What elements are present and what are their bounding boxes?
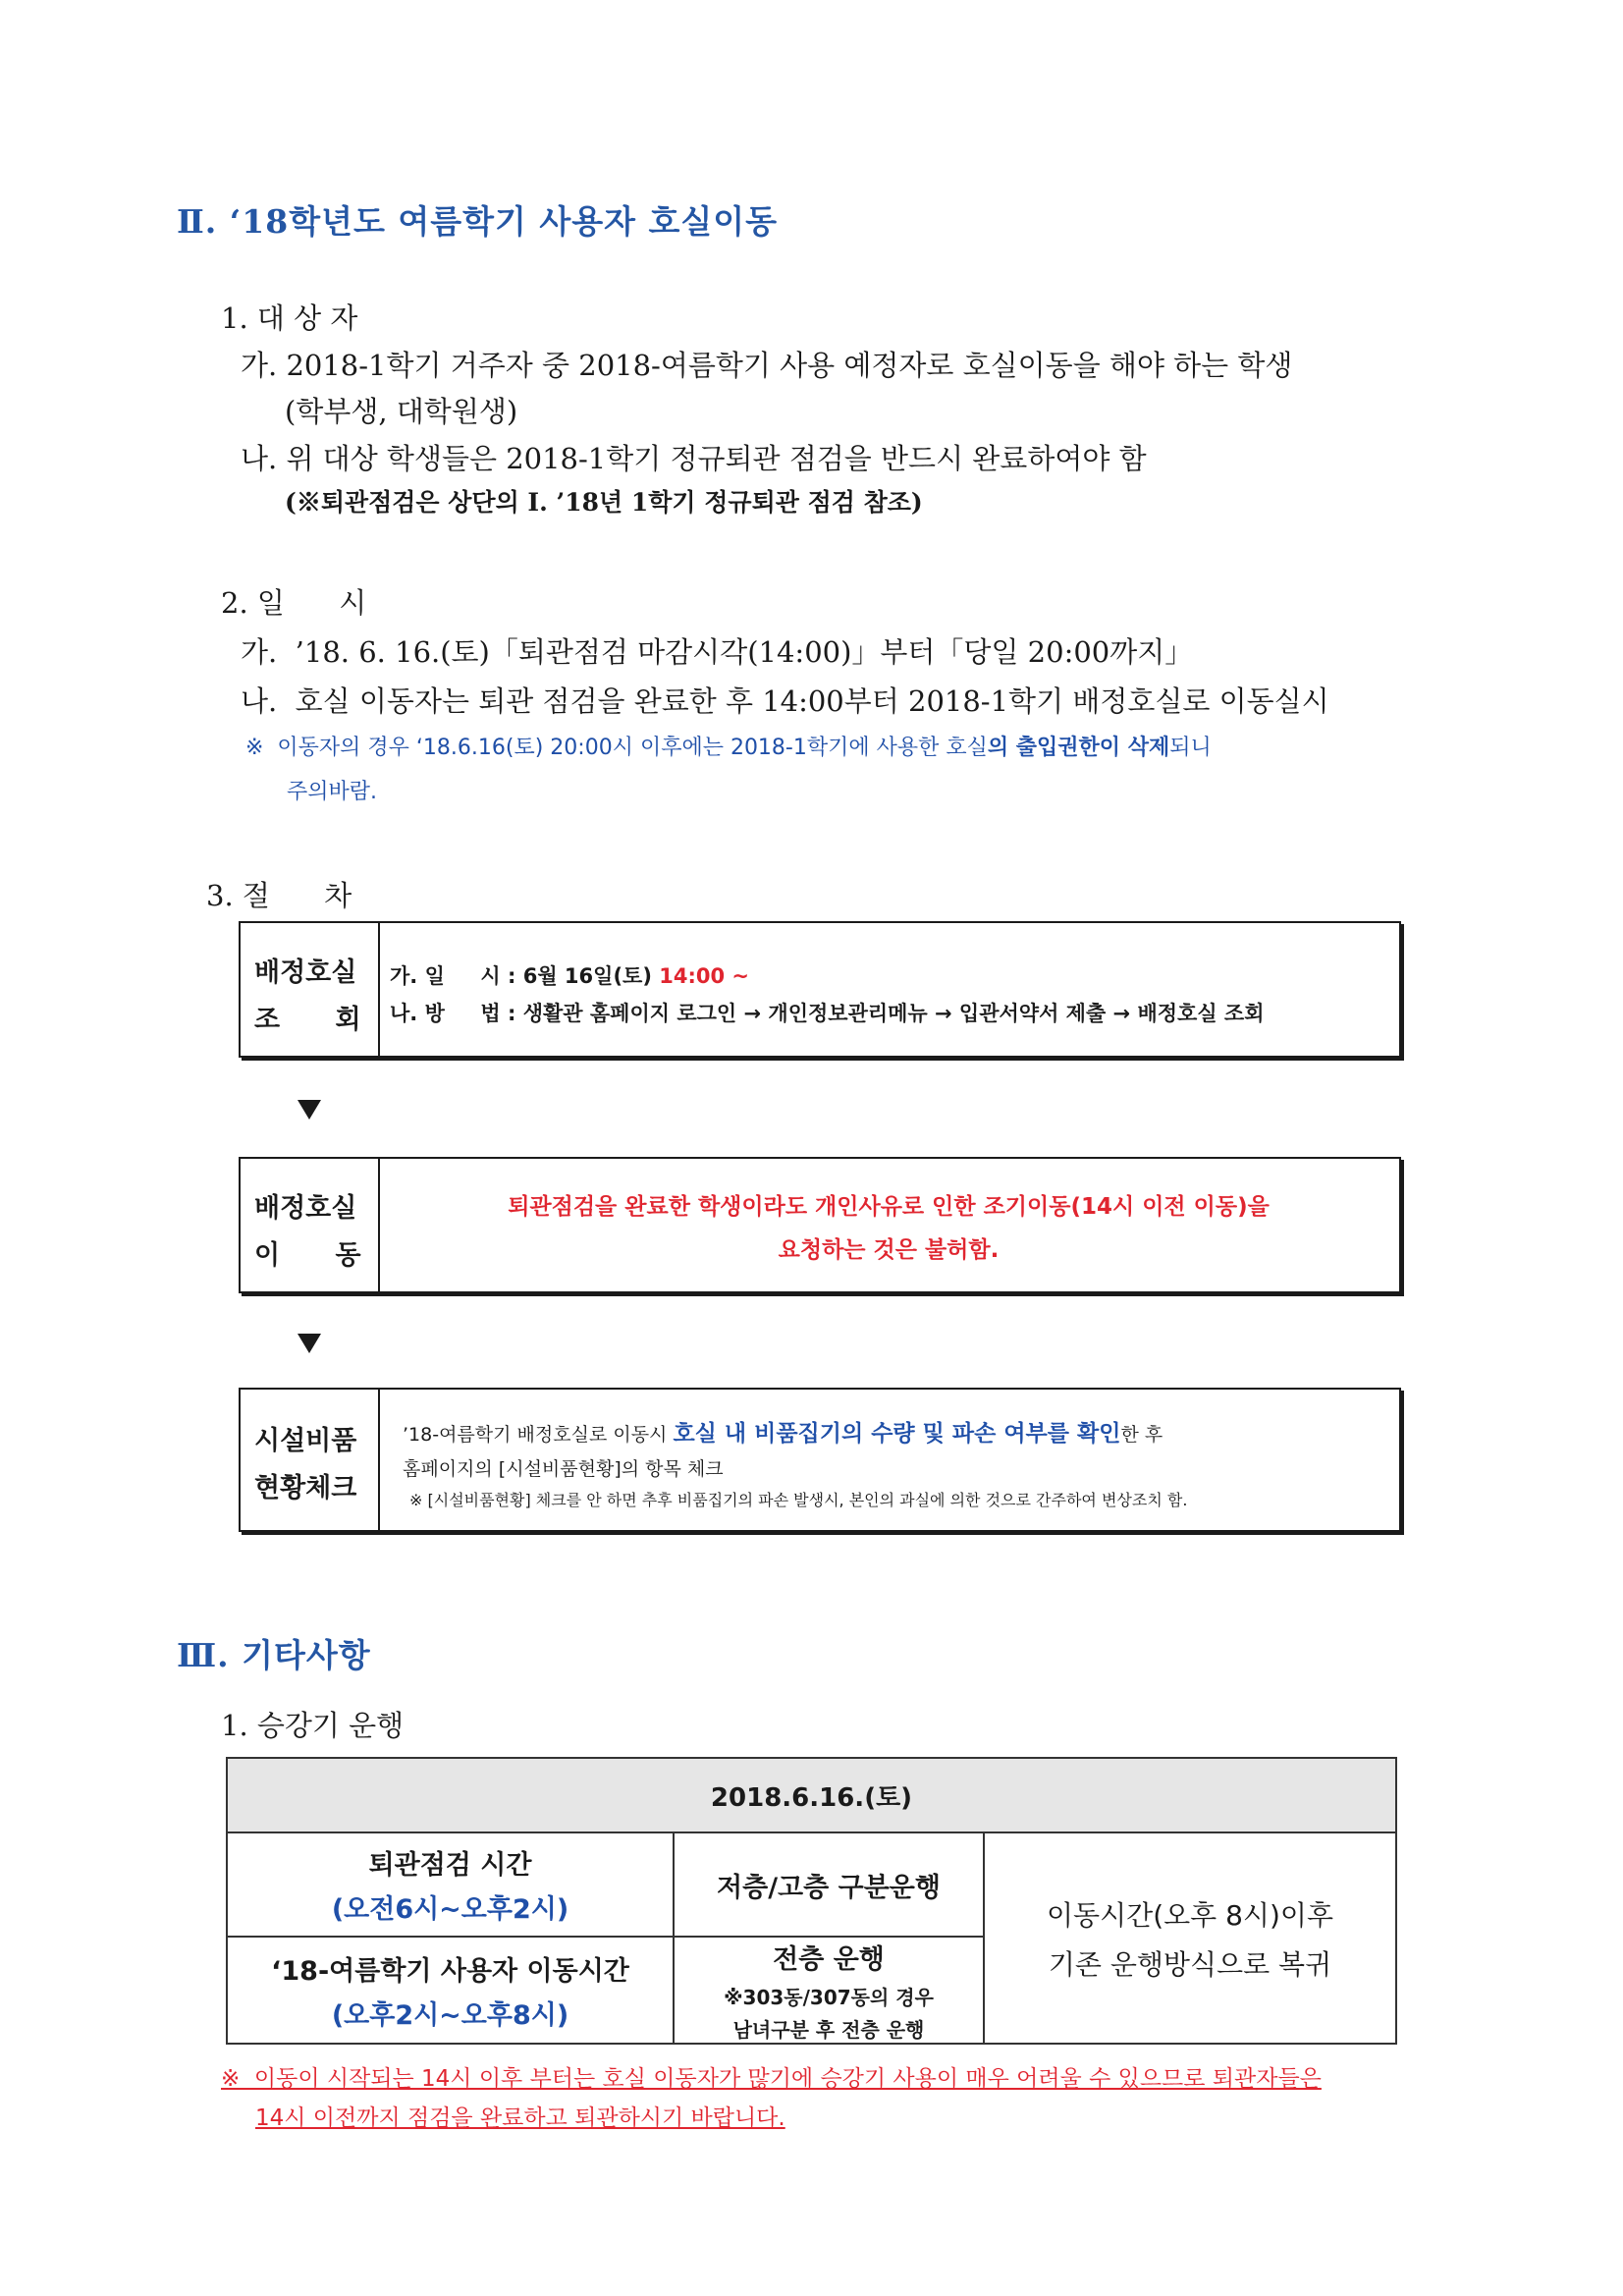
step1-label (241, 923, 380, 1056)
step3-line1-suffix: 한 후 (1120, 1424, 1163, 1446)
target-heading: 1. 대 상 자 (221, 301, 358, 335)
section3-title: Ⅲ. 기타사항 (177, 1636, 371, 1674)
elevator-after-cell (984, 1832, 1396, 2044)
step3-label-line1: 시설비품 (254, 1426, 357, 1456)
elevator-after-line2: 기존 운행방식으로 복귀 (1048, 1947, 1332, 1981)
elevator-row2-mode-cell (674, 1937, 984, 2044)
target-item-na: 나. 위 대상 학생들은 2018-1학기 정규퇴관 점검을 반드시 완료하여야 함 (241, 442, 1147, 475)
step1-label-line2: 조 회 (254, 1005, 361, 1035)
step3-line1-prefix: ’18-여름학기 배정호실로 이동시 (403, 1424, 674, 1446)
elevator-date-header: 2018.6.16.(토) (227, 1758, 1396, 1832)
procedure-step2-box (239, 1157, 1401, 1293)
procedure-step1-box (239, 921, 1401, 1058)
schedule-note (245, 731, 1212, 761)
elevator-after-line1: 이동시간(오후 8시)이후 (1047, 1898, 1333, 1932)
procedure-heading: 3. 절 차 (206, 879, 352, 912)
schedule-item-na: 나. 호실 이동자는 퇴관 점검을 완료한 후 14:00부터 2018-1학기 배정호실로 이동실시 (241, 684, 1329, 718)
target-item-ga-line1: 가. 2018-1학기 거주자 중 2018-여름학기 사용 예정자로 호실이동을 해야 하는 학생 (241, 349, 1293, 382)
elevator-footnote-line2: 14시 이전까지 점검을 완료하고 퇴관하시기 바랍니다. (255, 2105, 785, 2131)
elevator-row2-mode: 전층 운행 (773, 1944, 885, 1975)
schedule-heading: 2. 일 시 (221, 586, 367, 620)
step1-method: 나. 방 법 : 생활관 홈페이지 로그인 → 개인정보관리메뉴 → 입관서약서 제출 → 배정호실 조회 (390, 1002, 1265, 1025)
step2-label-line2: 이 동 (254, 1240, 361, 1271)
step3-label (241, 1390, 380, 1530)
step2-label-line1: 배정호실 (254, 1193, 357, 1224)
step2-label (241, 1159, 380, 1291)
elevator-heading: 1. 승강기 운행 (221, 1709, 405, 1742)
elevator-row2-mode-note1: ※303동/307동의 경우 (724, 1986, 934, 2009)
elevator-table (226, 1757, 1397, 2045)
step3-line1-bold: 호실 내 비품집기의 수량 및 파손 여부를 확인 (673, 1421, 1121, 1447)
elevator-row1-label: 퇴관점검 시간 (368, 1850, 532, 1881)
step1-date-time: 14:00 ~ (659, 964, 749, 988)
step1-date (390, 960, 749, 990)
down-arrow-icon (298, 1334, 321, 1353)
procedure-step3-box (239, 1388, 1401, 1532)
schedule-note-prefix: ※ 이동자의 경우 ‘18.6.16(토) 20:00시 이후에는 2018-1학기에 사용한 호실 (245, 736, 988, 760)
elevator-row1-mode-text: 저층/고층 구분운행 (717, 1872, 941, 1903)
target-item-na-note: (※퇴관점검은 상단의 Ⅰ. ’18년 1학기 정규퇴관 점검 참조) (285, 488, 923, 517)
step1-date-prefix: 가. 일 시 : 6월 16일(토) (390, 964, 660, 988)
schedule-note-bold: 의 출입권한이 삭제 (987, 736, 1170, 760)
elevator-row2-label: ‘18-여름학기 사용자 이동시간 (271, 1955, 629, 1987)
schedule-item-ga: 가. ’18. 6. 16.(토)「퇴관점검 마감시각(14:00)」부터「당일 20:00까지」 (241, 635, 1194, 669)
step2-text-line1: 퇴관점검을 완료한 학생이라도 개인사유로 인한 조기이동(14시 이전 이동)을 (508, 1194, 1270, 1220)
elevator-row1-mode (674, 1832, 984, 1937)
target-item-ga-line2: (학부생, 대학원생) (285, 395, 518, 428)
elevator-row2-mode-note2: 남녀구분 후 전층 운행 (732, 2018, 925, 2042)
step3-line2: 홈페이지의 [시설비품현황]의 항목 체크 (403, 1458, 724, 1480)
step1-label-line1: 배정호실 (254, 957, 357, 988)
step2-text-line2: 요청하는 것은 불허함. (778, 1237, 1000, 1263)
step3-line3: ※ [시설비품현황] 체크를 안 하면 추후 비품집기의 파손 발생시, 본인의 과실에 의한 것으로 간주하여 변상조치 함. (409, 1491, 1188, 1509)
elevator-row1-label-cell (227, 1832, 674, 1937)
down-arrow-icon (298, 1100, 321, 1120)
schedule-note-line2: 주의바람. (287, 780, 378, 804)
elevator-row2-time: (오후2시~오후8시) (331, 1999, 569, 2031)
elevator-row1-time: (오전6시~오후2시) (331, 1894, 569, 1925)
step3-label-line2: 현황체크 (254, 1473, 357, 1503)
elevator-footnote-line1: ※ 이동이 시작되는 14시 이후 부터는 호실 이동자가 많기에 승강기 사용이 매우 어려울 수 있으므로 퇴관자들은 (221, 2066, 1322, 2092)
step3-line1 (403, 1415, 1163, 1448)
section2-title: Ⅱ. ‘18학년도 여름학기 사용자 호실이동 (177, 202, 778, 241)
elevator-row2-label-cell (227, 1937, 674, 2044)
schedule-note-suffix: 되니 (1169, 736, 1212, 760)
